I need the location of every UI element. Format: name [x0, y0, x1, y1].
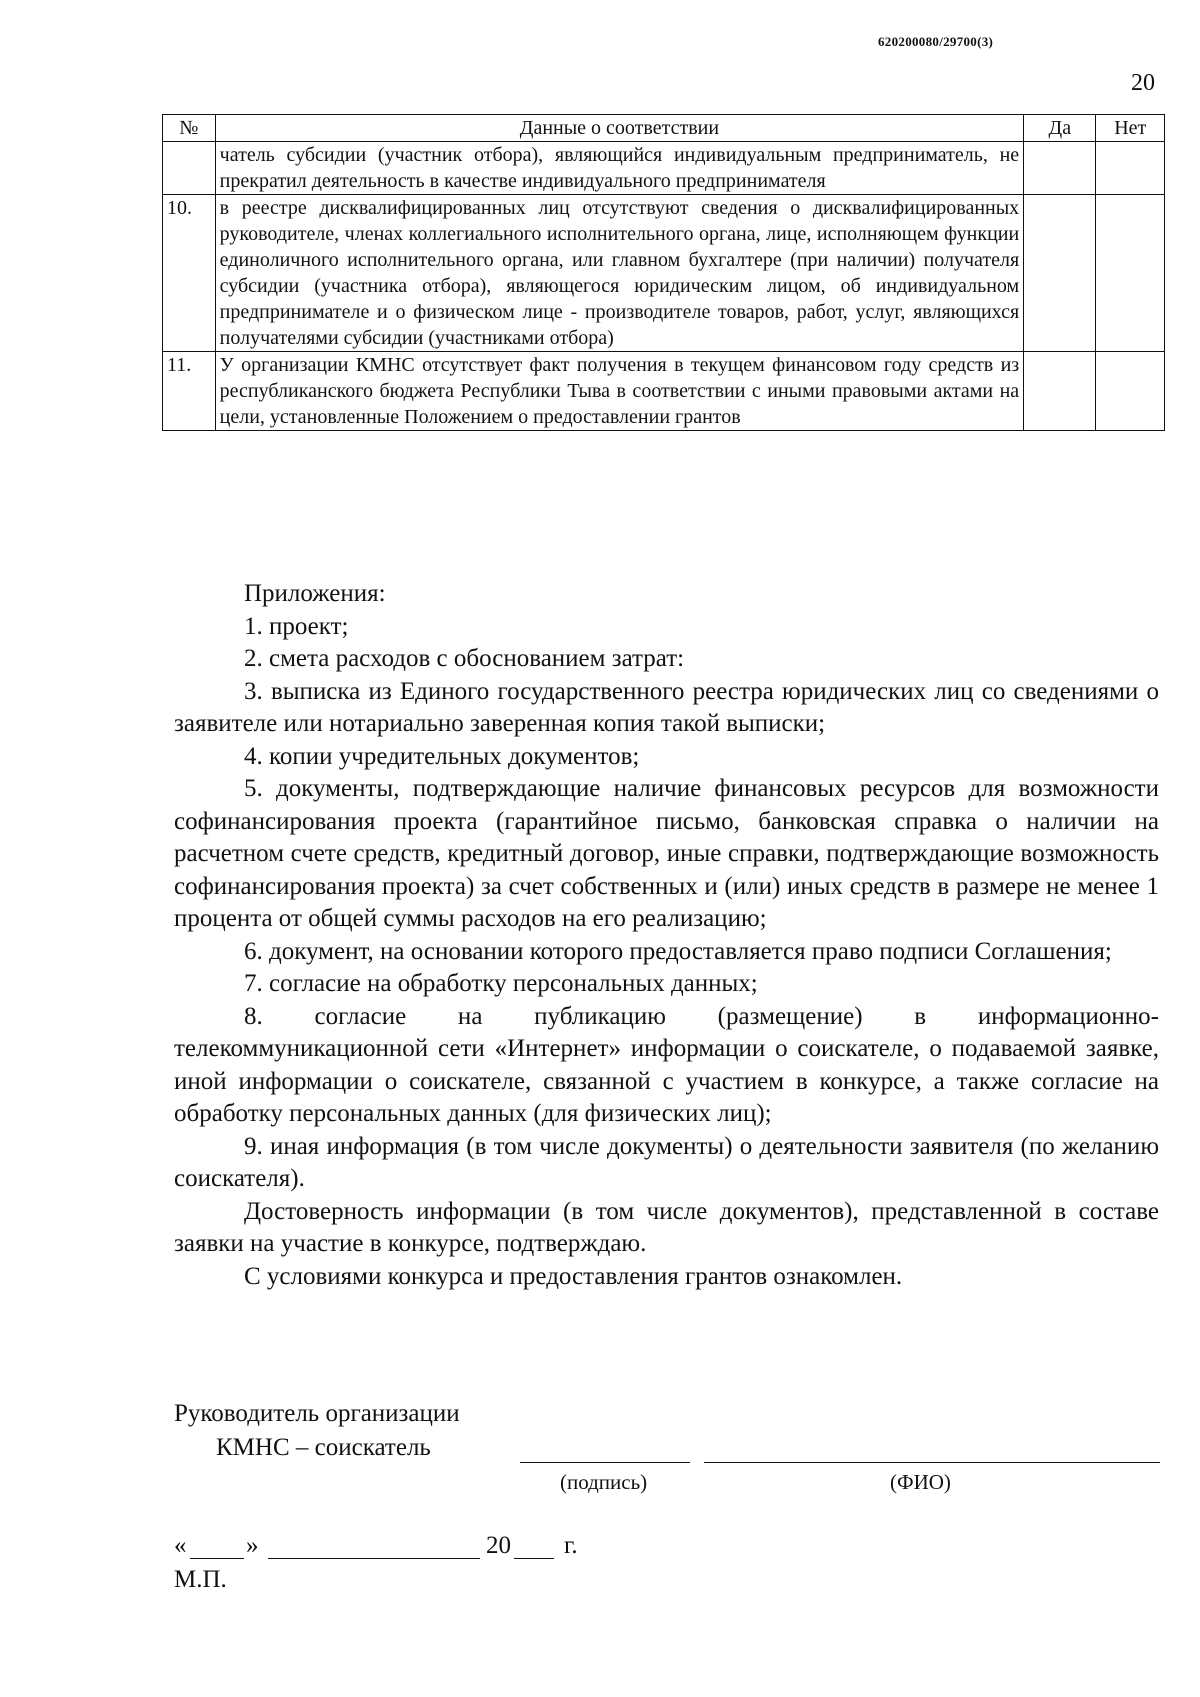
header-num: №: [163, 115, 216, 142]
no-cell[interactable]: [1096, 352, 1165, 431]
date-year-line[interactable]: [514, 1558, 554, 1559]
attachment-item: 8. согласие на публикацию (размещение) в информационно-: [244, 1002, 1159, 1030]
row-text: в реестре дисквалифицированных лиц отсутствуют сведения о дисквалифицированных руководителе, членах коллегиального исполнительного органа, лице, исполняющем функции единоличного исполнительного органа, или главном бухгалтере (при наличии) получателя субсидии (участника отбора), являющегося юридическим лицом, об индивидуальном предпринимателе и о физическом лице - производителе товаров, работ, услуг, являющихся получателями субсидии (участниками отбора): [215, 195, 1024, 352]
attachments-title: Приложения:: [244, 580, 386, 607]
yes-cell[interactable]: [1024, 195, 1096, 352]
table-row: [163, 142, 1165, 195]
attachment-item: 5. документы, подтверждающие наличие финансовых ресурсов для возможности софинансирования проекта (гарантийное письмо, банковская справка о наличии на расчетном счете средств, кредитный договор, иные справки, подтверждающие возможность софинансирования проекта) за счет собственных и (или) иных средств в размере не менее 1 процента от общей суммы расходов на его реализацию;: [174, 775, 1159, 932]
yes-cell[interactable]: [1024, 352, 1096, 431]
table-header-row: [163, 115, 1165, 142]
acknowledge-statement: С условиями конкурса и предоставления грантов ознакомлен.: [244, 1262, 903, 1290]
attachment-item-continued: телекоммуникационной сети «Интернет» информации о соискателе, о подаваемой заявке, иной информации о соискателе, связанной с участием в конкурсе, а также согласие на обработку персональных данных (для физических лиц);: [174, 1035, 1159, 1127]
attachment-item: 9. иная информация (в том числе документы) о деятельности заявителя (по желанию соискателя).: [174, 1132, 1159, 1192]
date-year-prefix: 20: [486, 1532, 511, 1559]
attachment-item: 3. выписка из Единого государственного реестра юридических лиц со сведениями о заявителе или нотариально заверенная копия такой выписки;: [174, 677, 1159, 737]
table-row: [163, 195, 1165, 352]
attachment-item: 4. копии учредительных документов;: [244, 742, 640, 770]
certify-statement: Достоверность информации (в том числе документов), представленной в составе заявки на участие в конкурсе, подтверждаю.: [174, 1197, 1159, 1257]
name-line[interactable]: [704, 1462, 1160, 1463]
page-number: 20: [1131, 70, 1155, 96]
row-text: У организации КМНС отсутствует факт получения в текущем финансовом году средств из республиканского бюджета Республики Тыва в соответствии с иными правовыми актами на цели, установленные Положением о предоставлении грантов: [215, 352, 1024, 431]
signer-role-line1: Руководитель организации: [174, 1400, 460, 1427]
no-cell[interactable]: [1096, 142, 1165, 195]
header-no: Нет: [1096, 115, 1165, 142]
compliance-table: [162, 114, 1165, 431]
date-close-quote: »: [246, 1532, 259, 1559]
name-caption: (ФИО): [890, 1470, 951, 1494]
date-month-line[interactable]: [268, 1558, 480, 1559]
attachments-section: [174, 578, 1159, 1293]
row-text: чатель субсидии (участник отбора), являющийся индивидуальным предприниматель, не прекратил деятельность в качестве индивидуального предпринимателя: [215, 142, 1024, 195]
row-num: [163, 142, 216, 195]
signature-line[interactable]: [520, 1462, 690, 1463]
attachment-item: 2. смета расходов с обоснованием затрат:: [244, 645, 685, 672]
date-open-quote: «: [174, 1532, 187, 1559]
header-data: Данные о соответствии: [215, 115, 1024, 142]
date-day-line[interactable]: [190, 1558, 244, 1559]
attachment-item: 7. согласие на обработку персональных данных;: [244, 970, 758, 997]
signature-caption: (подпись): [560, 1470, 648, 1494]
yes-cell[interactable]: [1024, 142, 1096, 195]
row-num: 11.: [163, 352, 216, 431]
signer-role-line2: КМНС – соискатель: [216, 1434, 431, 1461]
attachment-item: 6. документ, на основании которого предоставляется право подписи Соглашения;: [244, 937, 1112, 965]
seal-mark: М.П.: [174, 1566, 227, 1593]
document-id: 620200080/29700(3): [878, 34, 994, 49]
header-yes: Да: [1024, 115, 1096, 142]
row-num: 10.: [163, 195, 216, 352]
date-year-suffix: г.: [564, 1532, 578, 1559]
table-row: [163, 352, 1165, 431]
no-cell[interactable]: [1096, 195, 1165, 352]
attachment-item: 1. проект;: [244, 612, 349, 640]
